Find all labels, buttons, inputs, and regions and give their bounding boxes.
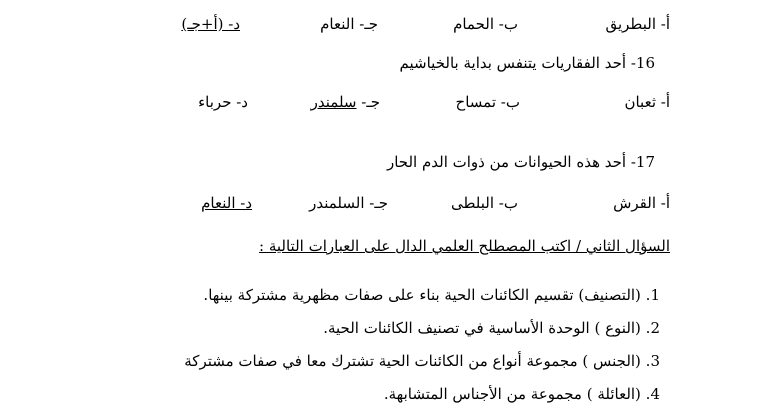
q16-option-c: [311, 92, 380, 112]
q15-option-a: أ- البطريق: [605, 15, 670, 33]
q16-option-d: د- حرباء: [198, 93, 248, 111]
term-item-4: 4. (العائلة ) مجموعة من الأجناس المتشابهة.: [383, 385, 660, 403]
question-17-text: 17- أحد هذه الحيوانات من ذوات الدم الحار: [386, 153, 655, 171]
term-item-1: 1. (التصنيف) تقسيم الكائنات الحية بناء على صفات مظهرية مشتركة بينها.: [203, 286, 660, 304]
q15-option-d: د- (أ+جـ): [181, 15, 240, 33]
q16-option-c-prefix: جـ-: [356, 93, 380, 111]
q16-option-a: أ- ثعبان: [624, 93, 670, 111]
question-16-text: 16- أحد الفقاريات يتنفس بداية بالخياشيم: [399, 54, 655, 72]
q17-option-a: أ- القرش: [613, 194, 670, 212]
q17-option-c: جـ- السلمندر: [309, 194, 388, 212]
q15-option-b: ب- الحمام: [453, 15, 518, 33]
section-2-title: السؤال الثاني / اكتب المصطلح العلمي الدال على العبارات التالية :: [259, 237, 670, 255]
q16-option-c-answer: سلمندر: [310, 93, 357, 111]
q15-option-c: جـ- النعام: [320, 15, 378, 33]
q17-option-d: د- النعام: [201, 194, 252, 212]
q17-option-b: ب- البلطى: [451, 194, 518, 212]
q16-option-b: ب- تمساح: [455, 93, 520, 111]
term-item-2: 2. (النوع ) الوحدة الأساسية في تصنيف الكائنات الحية.: [323, 319, 660, 337]
term-item-3: 3. (الجنس ) مجموعة أنواع من الكائنات الحية تشترك معا في صفات مشتركة: [184, 352, 660, 370]
